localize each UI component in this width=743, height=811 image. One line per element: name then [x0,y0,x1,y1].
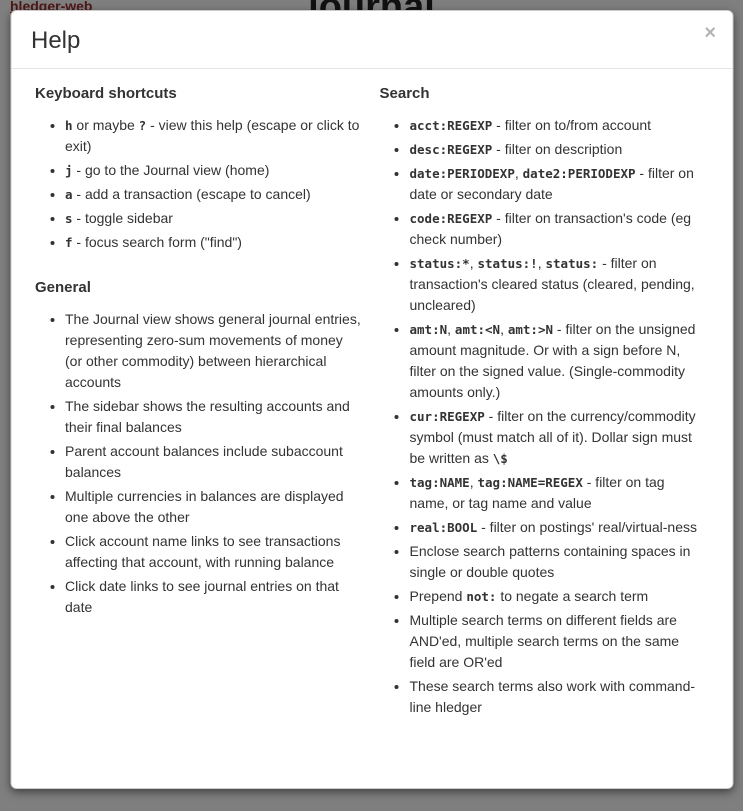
section-heading: Keyboard shortcuts [35,84,177,102]
help-item: • The sidebar shows the resulting accounts and their final balances [65,396,362,438]
help-item: • Enclose search patterns containing spaces in single or double quotes [410,541,707,583]
code-term: tag:NAME [409,474,470,490]
help-item: • Parent account balances include subaccount balances [65,441,362,483]
help-item: • h or maybe ? - view this help (escape or click to exit) [65,115,362,157]
help-item: • Multiple currencies in balances are displayed one above the other [65,486,362,528]
code-term: ? [138,117,147,133]
help-column-right [370,83,715,721]
code-term: cur:REGEXP [409,408,485,424]
help-item: • date:PERIODEXP, date2:PERIODEXP - filter on date or secondary date [410,163,707,205]
code-term: real:BOOL [409,519,478,535]
code-term: date:PERIODEXP [409,165,515,181]
modal-header [11,11,732,69]
help-item: • s - toggle sidebar [65,208,362,229]
modal-body [11,69,732,739]
code-term: amt:<N [454,321,501,337]
code-term: amt:N [409,321,448,337]
help-item: • desc:REGEXP - filter on description [410,139,707,160]
code-term: desc:REGEXP [409,141,493,157]
code-term: a [65,186,73,202]
code-term: f [65,234,73,250]
code-term: amt:>N [507,321,554,337]
code-term: s [65,210,73,226]
help-item: • cur:REGEXP - filter on the currency/commodity symbol (must match all of it). Dollar sign must be written as \$ [410,406,707,469]
help-item: • Multiple search terms on different fields are AND'ed, multiple search terms on the same field are OR'ed [410,610,707,673]
help-item: • The Journal view shows general journal entries, representing zero-sum movements of money (or other commodity) between hierarchical accounts [65,309,362,393]
code-term: acct:REGEXP [409,117,493,133]
section-heading: Search [379,84,430,102]
help-item: • f - focus search form ("find") [65,232,362,253]
help-list [35,115,362,253]
code-term: date2:PERIODEXP [522,165,636,181]
code-term: tag:NAME=REGEX [477,474,583,490]
close-button[interactable]: × [704,22,716,44]
help-item: • Click date links to see journal entries on that date [65,576,362,618]
help-item: • a - add a transaction (escape to cancel) [65,184,362,205]
section-heading: General [35,278,91,296]
help-item: • Click account name links to see transactions affecting that account, with running balance [65,531,362,573]
help-item: • acct:REGEXP - filter on to/from account [410,115,707,136]
help-item: • Prepend not: to negate a search term [410,586,707,607]
code-term: h [65,117,73,133]
help-item: • These search terms also work with command-line hledger [410,676,707,718]
help-item: • amt:N, amt:<N, amt:>N - filter on the unsigned amount magnitude. Or with a sign before N, filter on the signed value. (Single-commodity amounts only.) [410,319,707,403]
help-item: • tag:NAME, tag:NAME=REGEX - filter on tag name, or tag name and value [410,472,707,514]
modal-title: Help [31,27,81,54]
code-term: status: [545,255,599,271]
help-list [380,115,707,718]
code-term: \$ [492,450,508,466]
code-term: code:REGEXP [409,210,493,226]
help-item: • status:*, status:!, status: - filter on transaction's cleared status (cleared, pending, uncleared) [410,253,707,316]
help-list [35,309,362,618]
code-term: j [65,162,73,178]
help-item: • real:BOOL - filter on postings' real/virtual-ness [410,517,707,538]
help-item: • code:REGEXP - filter on transaction's code (eg check number) [410,208,707,250]
help-column-left [25,83,370,721]
code-term: status:! [477,255,538,271]
code-term: status:* [409,255,470,271]
help-item: • j - go to the Journal view (home) [65,160,362,181]
code-term: not: [466,588,497,604]
help-modal [10,10,733,789]
